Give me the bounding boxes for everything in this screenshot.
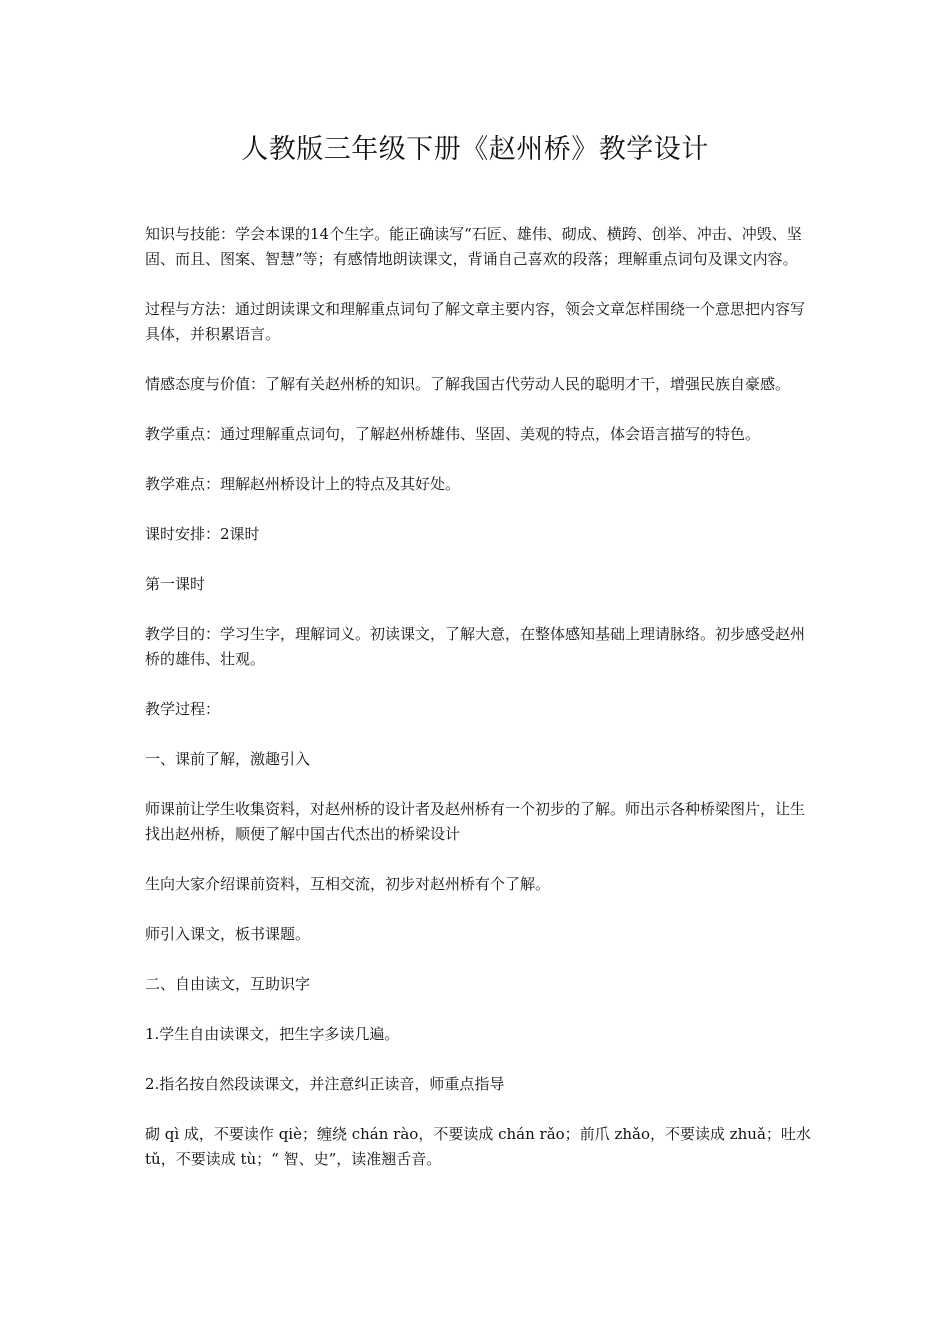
paragraph-step-two-item-2: 2.指名按自然段读课文，并注意纠正读音，师重点指导 — [145, 1075, 505, 1093]
paragraph-first-lesson: 第一课时 — [145, 575, 206, 593]
paragraph-step-two-item-1: 1.学生自由读课文，把生字多读几遍。 — [145, 1025, 400, 1043]
document-title: 人教版三年级下册《赵州桥》教学设计 — [241, 134, 709, 165]
paragraph-teaching-purpose: 教学目的：学习生字，理解词义。初读课文，了解大意，在整体感知基础上理请脉络。初步感受赵州桥的雄伟、壮观。 — [145, 625, 806, 668]
paragraph-teacher-preparation: 师课前让学生收集资料，对赵州桥的设计者及赵州桥有一个初步的了解。师出示各种桥梁图片，让生找出赵州桥，顺便了解中国古代杰出的桥梁设计 — [145, 800, 806, 843]
paragraph-teacher-introduce-text: 师引入课文，板书课题。 — [145, 925, 311, 943]
paragraph-emotion-values: 情感态度与价值：了解有关赵州桥的知识。了解我国古代劳动人民的聪明才干，增强民族自豪感。 — [145, 375, 791, 393]
paragraph-step-one-heading: 一、课前了解，激趣引入 — [145, 750, 311, 768]
paragraph-lesson-schedule: 课时安排：2课时 — [145, 525, 260, 543]
paragraph-student-introduction: 生向大家介绍课前资料，互相交流，初步对赵州桥有个了解。 — [145, 875, 551, 893]
paragraph-pronunciation-notes: 砌 qì 成，不要读作 qiè；缠绕 chán rào，不要读成 chán rǎo；前爪 zhǎo，不要读成 zhuǎ；吐水 tǔ，不要读成 tù；“ 智、史”，读准翘舌音。 — [145, 1125, 811, 1168]
paragraph-teaching-process: 教学过程： — [145, 700, 221, 718]
paragraph-teaching-difficulty: 教学难点：理解赵州桥设计上的特点及其好处。 — [145, 475, 461, 493]
document-body — [145, 222, 813, 1197]
paragraph-teaching-focus: 教学重点：通过理解重点词句，了解赵州桥雄伟、坚固、美观的特点，体会语言描写的特色。 — [145, 425, 761, 443]
paragraph-step-two-heading: 二、自由读文，互助识字 — [145, 975, 311, 993]
paragraph-knowledge-skills: 知识与技能：学会本课的14个生字。能正确读写“石匠、雄伟、砌成、横跨、创举、冲击、冲毁、坚固、而且、图案、智慧”等；有感情地朗读课文，背诵自己喜欢的段落；理解重点词句及课文内容。 — [145, 225, 802, 268]
paragraph-process-methods: 过程与方法：通过朗读课文和理解重点词句了解文章主要内容，领会文章怎样围绕一个意思把内容写具体，并积累语言。 — [145, 300, 806, 343]
